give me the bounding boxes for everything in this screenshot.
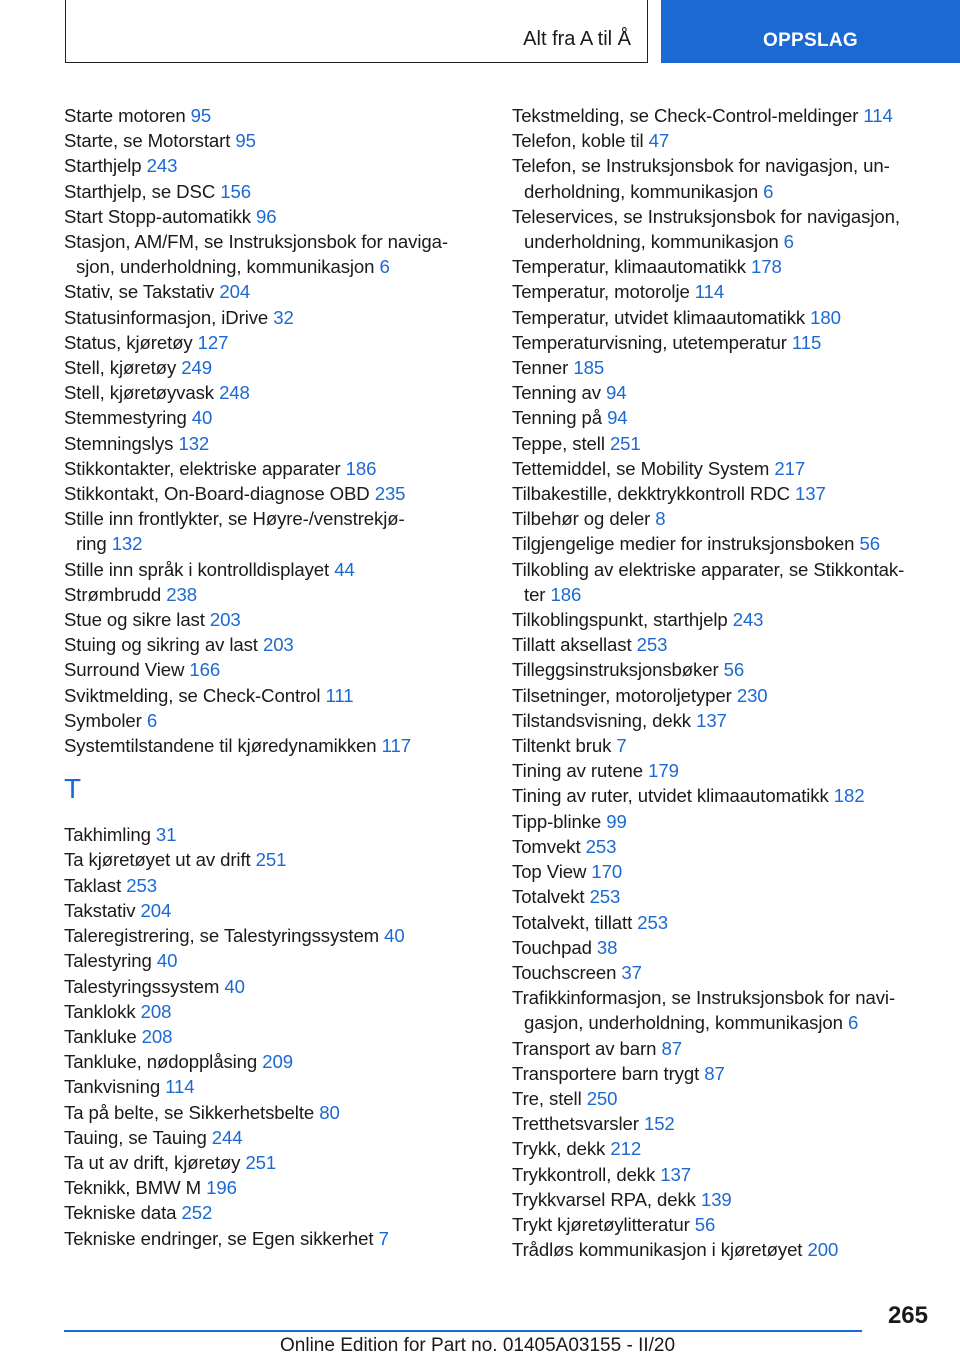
entry-term: Tipp-blinke <box>512 810 602 832</box>
index-entry <box>512 1187 932 1212</box>
page-ref-link[interactable]: 114 <box>165 1076 195 1098</box>
index-entry <box>64 103 474 128</box>
entry-term: Surround View <box>64 659 185 681</box>
page-ref-link[interactable]: 235 <box>374 483 406 505</box>
page-ref-link[interactable]: 40 <box>224 975 245 997</box>
page-ref-link[interactable]: 94 <box>607 407 628 429</box>
entry-term: Starte motoren <box>64 105 186 126</box>
page-ref-link[interactable]: 6 <box>783 231 794 253</box>
index-entry <box>512 683 932 708</box>
entry-term: Trådløs kommunikasjon i kjøretøyet <box>512 1239 803 1261</box>
page-ref-link[interactable]: 212 <box>610 1138 642 1160</box>
index-entry <box>512 758 932 783</box>
page-ref-link[interactable]: 204 <box>140 899 172 921</box>
page-ref-link[interactable]: 166 <box>189 659 221 681</box>
page-ref-link[interactable]: 95 <box>190 105 212 126</box>
page-ref-link[interactable]: 243 <box>732 609 764 631</box>
entry-term: Touchscreen <box>512 961 617 983</box>
entry-term: Tettemiddel, se Mobility System <box>512 457 770 479</box>
page-ref-link[interactable]: 38 <box>596 936 618 958</box>
page-ref-link[interactable]: 182 <box>833 785 865 807</box>
index-entry <box>64 431 474 456</box>
page-ref-link[interactable]: 132 <box>178 432 210 454</box>
page-ref-link[interactable]: 6 <box>379 256 390 278</box>
index-column-left <box>64 103 474 1251</box>
entry-term-continued-text: ring <box>76 533 107 555</box>
entry-term: Tining av rutene <box>512 760 644 782</box>
page-ref-link[interactable]: 230 <box>736 684 768 706</box>
page-ref-link[interactable]: 178 <box>751 256 782 278</box>
page-ref-link[interactable]: 180 <box>810 306 841 328</box>
entry-term: Sviktmelding, se Check-Control <box>64 684 321 706</box>
index-entry <box>64 1100 474 1125</box>
entry-term: Ta kjøretøyet ut av drift <box>64 849 251 871</box>
entry-term-continued <box>64 531 474 556</box>
entry-term: Talestyring <box>64 950 152 972</box>
index-entry <box>512 985 932 1035</box>
index-entry <box>512 884 932 909</box>
page-ref-link[interactable]: 253 <box>636 634 668 656</box>
index-entry <box>512 1136 932 1161</box>
page-ref-link[interactable]: 40 <box>384 925 405 947</box>
index-entry <box>64 330 474 355</box>
page-ref-link[interactable]: 253 <box>637 911 668 933</box>
entry-term: Ta ut av drift, kjøretøy <box>64 1151 241 1173</box>
index-entry <box>512 1237 932 1262</box>
index-entry <box>64 456 474 481</box>
page-ref-link[interactable]: 139 <box>700 1188 732 1210</box>
page-ref-link[interactable]: 111 <box>325 684 354 706</box>
entry-term: Tekstmelding, se Check-Control-meldinger <box>512 105 859 126</box>
entry-term-continued <box>512 1010 932 1035</box>
page-ref-link[interactable]: 80 <box>319 1101 340 1123</box>
entry-term: Systemtilstandene til kjøredynamikken <box>64 735 377 757</box>
index-entry <box>512 1086 932 1111</box>
index-entry <box>512 254 932 279</box>
page-ref-link[interactable]: 203 <box>262 634 294 656</box>
entry-term: Symboler <box>64 709 142 731</box>
index-entry <box>64 582 474 607</box>
index-entry <box>64 405 474 430</box>
index-entry <box>512 431 932 456</box>
entry-term: Strømbrudd <box>64 583 162 605</box>
entry-term: Tenning av <box>512 382 601 404</box>
index-entry <box>512 279 932 304</box>
index-entry <box>64 999 474 1024</box>
entry-term-continued <box>64 254 474 279</box>
index-entry <box>64 380 474 405</box>
entry-term: Taleregistrering, se Talestyringssystem <box>64 925 380 947</box>
tab-oppslag[interactable] <box>661 0 960 63</box>
page-ref-link[interactable]: 37 <box>621 961 642 983</box>
page-ref-link[interactable]: 40 <box>191 407 213 429</box>
entry-term: Stikkontakt, On-Board-diagnose OBD <box>64 483 370 505</box>
entry-term: Tekniske endringer, se Egen sikkerhet <box>64 1227 374 1249</box>
entry-term: Tankvisning <box>64 1076 161 1098</box>
index-entry <box>64 1125 474 1150</box>
entry-term: Trykk, dekk <box>512 1138 606 1160</box>
entry-term-continued-text: sjon, underholdning, kommunikasjon <box>76 256 375 278</box>
entry-term: Tilkoblingspunkt, starthjelp <box>512 609 728 631</box>
entry-term: Takhimling <box>64 824 151 846</box>
entry-term: Statusinformasjon, iDrive <box>64 306 269 328</box>
index-entry <box>64 632 474 657</box>
page-ref-link[interactable]: 87 <box>661 1037 682 1059</box>
index-entry <box>64 873 474 898</box>
page-ref-link[interactable]: 243 <box>146 155 178 177</box>
index-entry <box>64 847 474 872</box>
page-ref-link[interactable]: 137 <box>696 709 727 731</box>
index-entry <box>64 683 474 708</box>
index-entry <box>512 355 932 380</box>
entry-term: Transportere barn trygt <box>512 1062 700 1084</box>
index-entry <box>512 935 932 960</box>
index-entry <box>512 557 932 607</box>
index-entry <box>64 607 474 632</box>
page-ref-link[interactable]: 31 <box>155 824 177 846</box>
index-entry <box>64 822 474 847</box>
entry-term: Takstativ <box>64 899 136 921</box>
index-entry <box>64 153 474 178</box>
entry-term: Taklast <box>64 874 122 896</box>
entry-term: Stasjon, AM/FM, se Instruksjonsbok for naviga- <box>64 231 448 253</box>
entry-term: Temperatur, utvidet klimaautomatikk <box>512 306 806 328</box>
page-ref-link[interactable]: 95 <box>235 130 256 152</box>
entry-term: Starte, se Motorstart <box>64 130 231 152</box>
page-ref-link[interactable]: 137 <box>794 483 826 505</box>
index-entry <box>512 1162 932 1187</box>
index-entry <box>64 657 474 682</box>
index-entry <box>64 128 474 153</box>
entry-term: Tre, stell <box>512 1087 582 1109</box>
entry-term: Status, kjøretøy <box>64 331 193 353</box>
entry-term: Stille inn språk i kontrolldisplayet <box>64 558 330 580</box>
index-entry <box>512 632 932 657</box>
page-ref-link[interactable]: 170 <box>591 861 623 883</box>
index-entry <box>512 960 932 985</box>
page-ref-link[interactable]: 32 <box>273 306 294 328</box>
entry-term: Trykkvarsel RPA, dekk <box>512 1188 696 1210</box>
entry-term: Stemningslys <box>64 432 174 454</box>
index-entry <box>64 229 474 279</box>
entry-term: Tauing, se Tauing <box>64 1126 207 1148</box>
entry-term: Transport av barn <box>512 1037 657 1059</box>
entry-term: Totalvekt, tillatt <box>512 911 633 933</box>
entry-term: Stue og sikre last <box>64 609 205 631</box>
page-ref-link[interactable]: 7 <box>616 735 627 757</box>
header-box <box>65 0 648 63</box>
index-entry <box>512 305 932 330</box>
page-ref-link[interactable]: 47 <box>648 130 670 152</box>
letter-heading: T <box>64 773 82 805</box>
entry-term: Telefon, koble til <box>512 130 644 152</box>
index-entry <box>512 128 932 153</box>
page-ref-link[interactable]: 132 <box>111 533 143 555</box>
entry-term: Tekniske data <box>64 1202 177 1224</box>
entry-term: Touchpad <box>512 936 592 958</box>
index-entry <box>512 153 932 203</box>
index-entry <box>64 355 474 380</box>
page-ref-link[interactable]: 152 <box>643 1113 675 1135</box>
entry-term-continued-text: underholdning, kommunikasjon <box>524 231 779 253</box>
page-ref-link[interactable]: 203 <box>209 609 241 631</box>
entry-term: Tilbehør og deler <box>512 508 651 530</box>
page-ref-link[interactable]: 114 <box>863 105 893 126</box>
page-ref-link[interactable]: 94 <box>606 382 627 404</box>
index-entry <box>512 834 932 859</box>
page-ref-link[interactable]: 251 <box>609 432 641 454</box>
entry-term: Start Stopp-automatikk <box>64 205 251 227</box>
entry-term: Tankluke, nødopplåsing <box>64 1051 258 1073</box>
entry-term: Trykkontroll, dekk <box>512 1163 656 1185</box>
entry-term: Telefon, se Instruksjonsbok for navigasjon, un- <box>512 155 890 177</box>
page-ref-link[interactable]: 252 <box>181 1202 213 1224</box>
page-ref-link[interactable]: 204 <box>219 281 251 303</box>
entry-term: Stuing og sikring av last <box>64 634 258 656</box>
index-entry <box>64 733 474 758</box>
page-ref-link[interactable]: 40 <box>156 950 178 972</box>
index-entry <box>512 531 932 556</box>
index-entry <box>64 506 474 556</box>
entry-term: Temperatur, klimaautomatikk <box>512 256 746 278</box>
page-ref-link[interactable]: 196 <box>206 1177 237 1199</box>
page-ref-link[interactable]: 156 <box>220 180 251 202</box>
index-column-right <box>512 103 932 1262</box>
index-entry <box>512 859 932 884</box>
entry-term: Tilgjengelige medier for instruksjonsboken <box>512 533 855 555</box>
page-ref-link[interactable]: 249 <box>181 357 212 379</box>
index-entry <box>64 1175 474 1200</box>
index-entry <box>64 1049 474 1074</box>
index-entry <box>64 179 474 204</box>
index-entry <box>512 607 932 632</box>
page-ref-link[interactable]: 208 <box>141 1025 173 1047</box>
index-entry <box>64 1024 474 1049</box>
page-ref-link[interactable]: 251 <box>255 849 287 871</box>
index-entry <box>64 1074 474 1099</box>
index-entry <box>64 898 474 923</box>
entry-term: Stell, kjøretøyvask <box>64 382 214 404</box>
index-entry <box>512 506 932 531</box>
page-ref-link[interactable]: 56 <box>723 659 745 681</box>
page-ref-link[interactable]: 251 <box>245 1151 277 1173</box>
tab-label: OPPSLAG <box>762 29 858 51</box>
index-entry <box>512 733 932 758</box>
entry-term: Teleservices, se Instruksjonsbok for navigasjon, <box>512 205 900 227</box>
page-ref-link[interactable]: 200 <box>807 1239 839 1261</box>
entry-term: Stille inn frontlykter, se Høyre-/venstrekjø- <box>64 508 405 530</box>
index-entry <box>512 103 932 128</box>
index-entry <box>512 405 932 430</box>
page-ref-link[interactable]: 117 <box>381 735 411 757</box>
entry-term: Teppe, stell <box>512 432 605 454</box>
page-number: 265 <box>887 1302 928 1329</box>
entry-term: Trafikkinformasjon, se Instruksjonsbok for navi- <box>512 987 896 1009</box>
entry-term: Totalvekt <box>512 886 585 908</box>
index-entry <box>512 1036 932 1061</box>
entry-term-continued-text: derholdning, kommunikasjon <box>524 180 759 202</box>
index-entry <box>64 948 474 973</box>
page-ref-link[interactable]: 8 <box>655 508 666 530</box>
index-entry <box>512 380 932 405</box>
entry-term: Tilstandsvisning, dekk <box>512 709 691 731</box>
entry-term: Stell, kjøretøy <box>64 357 177 379</box>
entry-term: Tenning på <box>512 407 602 429</box>
page-ref-link[interactable]: 96 <box>256 205 277 227</box>
index-entry <box>64 1226 474 1251</box>
index-entry <box>64 1200 474 1225</box>
entry-term-continued-text: ter <box>524 583 546 605</box>
index-entry <box>512 481 932 506</box>
index-entry <box>512 330 932 355</box>
index-entry <box>64 204 474 229</box>
entry-term: Ta på belte, se Sikkerhetsbelte <box>64 1101 315 1123</box>
page-ref-link[interactable]: 238 <box>166 583 197 605</box>
page-ref-link[interactable]: 253 <box>126 874 157 896</box>
entry-term-continued-text: gasjon, underholdning, kommunikasjon <box>524 1012 843 1034</box>
page-ref-link[interactable]: 209 <box>262 1051 293 1073</box>
entry-term: Talestyringssystem <box>64 975 220 997</box>
page-ref-link[interactable]: 253 <box>585 835 617 857</box>
index-entry <box>512 809 932 834</box>
entry-term: Tomvekt <box>512 835 581 857</box>
entry-term: Temperaturvisning, utetemperatur <box>512 331 787 353</box>
entry-term: Tilleggsinstruksjonsbøker <box>512 659 719 681</box>
entry-term: Stemmestyring <box>64 407 187 429</box>
page-ref-link[interactable]: 186 <box>345 457 377 479</box>
entry-term: Tilkobling av elektriske apparater, se Stikkontak- <box>512 558 905 580</box>
page-ref-link[interactable]: 186 <box>550 583 582 605</box>
footer-divider <box>64 1330 862 1332</box>
page-ref-link[interactable]: 6 <box>146 709 158 731</box>
page-ref-link[interactable]: 56 <box>859 533 880 555</box>
entry-term: Tilbakestille, dekktrykkontroll RDC <box>512 483 790 505</box>
page-ref-link[interactable]: 6 <box>763 180 774 202</box>
entry-term: Tining av ruter, utvidet klimaautomatikk <box>512 785 829 807</box>
index-entry <box>512 204 932 254</box>
index-entry <box>512 657 932 682</box>
page-ref-link[interactable]: 7 <box>378 1227 389 1249</box>
page-ref-link[interactable]: 127 <box>197 331 229 353</box>
page-ref-link[interactable]: 115 <box>791 331 822 353</box>
entry-term: Top View <box>512 861 587 883</box>
page-ref-link[interactable]: 179 <box>648 760 679 782</box>
page-ref-link[interactable]: 99 <box>606 810 627 832</box>
entry-term-continued <box>512 179 932 204</box>
page-ref-link[interactable]: 6 <box>847 1012 859 1034</box>
page-ref-link[interactable]: 217 <box>774 457 806 479</box>
entry-term: Stativ, se Takstativ <box>64 281 215 303</box>
index-entry <box>64 557 474 582</box>
entry-term: Trykt kjøretøylitteratur <box>512 1213 690 1235</box>
edition-footer: Online Edition for Part no. 01405A03155 - II/20 <box>280 1335 676 1356</box>
page-ref-link[interactable]: 114 <box>694 281 725 303</box>
entry-term: Stikkontakter, elektriske apparater <box>64 457 341 479</box>
index-entry <box>64 708 474 733</box>
index-entry <box>64 481 474 506</box>
index-entry <box>512 783 932 808</box>
page-ref-link[interactable]: 56 <box>694 1213 716 1235</box>
entry-term: Tillatt aksellast <box>512 634 632 656</box>
page-ref-link[interactable]: 87 <box>704 1062 725 1084</box>
page-ref-link[interactable]: 248 <box>219 382 250 404</box>
entry-term: Tretthetsvarsler <box>512 1113 639 1135</box>
entry-term: Tilsetninger, motoroljetyper <box>512 684 732 706</box>
page-ref-link[interactable]: 250 <box>586 1087 618 1109</box>
index-entry <box>64 1150 474 1175</box>
page-ref-link[interactable]: 44 <box>334 558 355 580</box>
page-ref-link[interactable]: 137 <box>660 1163 692 1185</box>
entry-term-continued <box>512 229 932 254</box>
entry-term: Tiltenkt bruk <box>512 735 612 757</box>
index-entry <box>64 923 474 948</box>
entry-term: Tanklokk <box>64 1000 136 1022</box>
entry-term: Teknikk, BMW M <box>64 1177 202 1199</box>
index-entry <box>512 708 932 733</box>
entry-term: Tankluke <box>64 1025 137 1047</box>
index-entry <box>512 1111 932 1136</box>
index-entry <box>512 910 932 935</box>
index-entry <box>512 1212 932 1237</box>
index-entry <box>64 305 474 330</box>
entry-term: Starthjelp <box>64 155 142 177</box>
index-entry <box>64 974 474 999</box>
index-entry <box>512 1061 932 1086</box>
entry-term: Tenner <box>512 357 569 379</box>
section-title: Alt fra A til Å <box>523 28 631 50</box>
page-ref-link[interactable]: 185 <box>573 357 605 379</box>
entry-term: Temperatur, motorolje <box>512 281 690 303</box>
entry-term: Starthjelp, se DSC <box>64 180 216 202</box>
page-ref-link[interactable]: 208 <box>140 1000 172 1022</box>
index-entry <box>512 456 932 481</box>
page-ref-link[interactable]: 244 <box>211 1126 243 1148</box>
entry-term-continued <box>512 582 932 607</box>
index-entry <box>64 279 474 304</box>
page-ref-link[interactable]: 253 <box>589 886 621 908</box>
